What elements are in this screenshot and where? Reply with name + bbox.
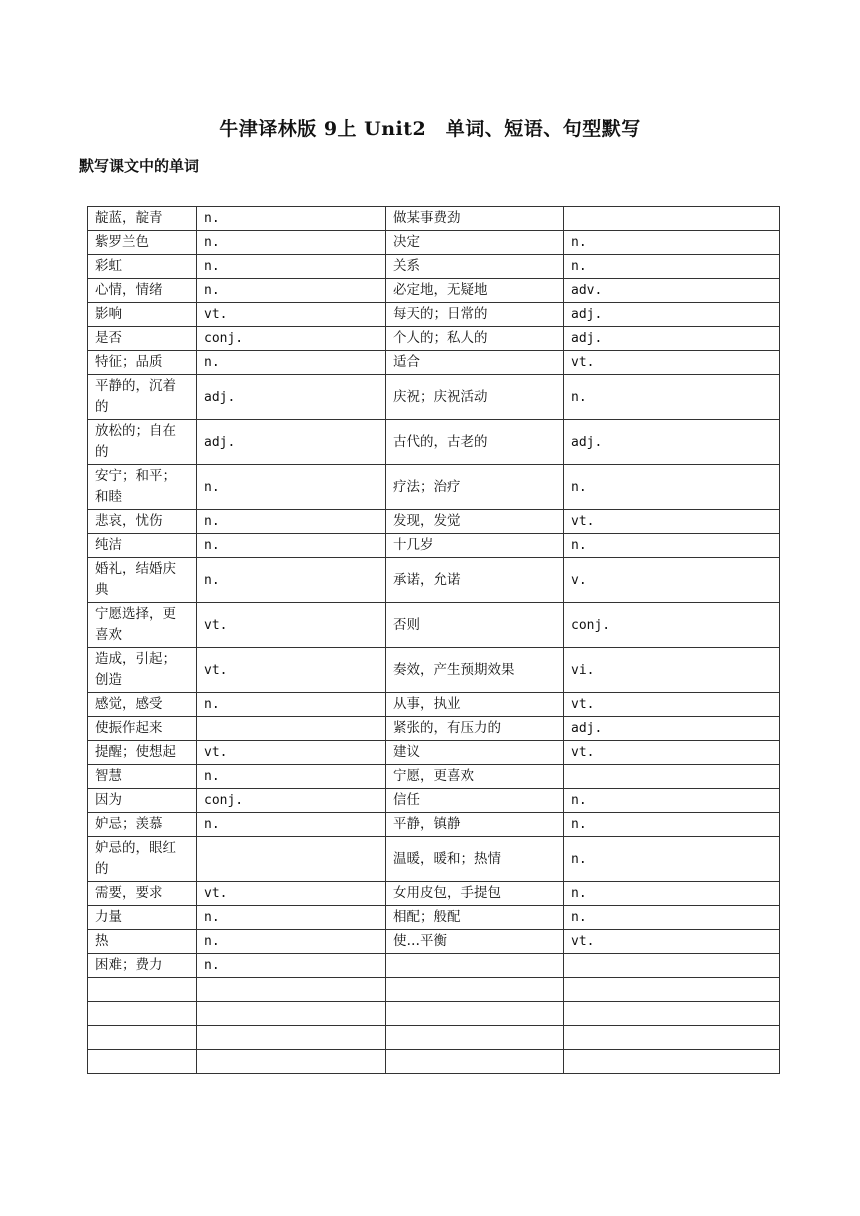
part-of-speech-cell: n. (197, 906, 386, 930)
table-row (88, 1050, 780, 1074)
part-of-speech-cell: conj. (197, 327, 386, 351)
part-of-speech-cell (564, 765, 780, 789)
part-of-speech-cell: n. (564, 789, 780, 813)
chinese-meaning-cell: 女用皮包，手提包 (386, 882, 564, 906)
part-of-speech-cell: vt. (197, 603, 386, 648)
table-row (88, 813, 780, 837)
part-of-speech-cell: n. (197, 813, 386, 837)
section-heading: 默写课文中的单词 (79, 157, 200, 175)
part-of-speech-cell (564, 1026, 780, 1050)
chinese-meaning-cell: 悲哀，忧伤 (88, 510, 197, 534)
table-row (88, 693, 780, 717)
chinese-meaning-cell: 奏效，产生预期效果 (386, 648, 564, 693)
chinese-meaning-cell: 困难；费力 (88, 954, 197, 978)
part-of-speech-cell: vt. (564, 351, 780, 375)
chinese-meaning-cell: 否则 (386, 603, 564, 648)
table-row (88, 954, 780, 978)
table-row (88, 327, 780, 351)
chinese-meaning-cell: 承诺，允诺 (386, 558, 564, 603)
chinese-meaning-cell (88, 1002, 197, 1026)
part-of-speech-cell: n. (197, 534, 386, 558)
part-of-speech-cell: n. (564, 813, 780, 837)
chinese-meaning-cell: 纯洁 (88, 534, 197, 558)
part-of-speech-cell: n. (564, 465, 780, 510)
table-row (88, 231, 780, 255)
chinese-meaning-cell: 需要，要求 (88, 882, 197, 906)
part-of-speech-cell: adj. (197, 420, 386, 465)
table-row (88, 603, 780, 648)
table-row (88, 930, 780, 954)
chinese-meaning-cell: 妒忌；羡慕 (88, 813, 197, 837)
part-of-speech-cell: n. (197, 231, 386, 255)
part-of-speech-cell: v. (564, 558, 780, 603)
chinese-meaning-cell: 感觉，感受 (88, 693, 197, 717)
part-of-speech-cell: adj. (564, 303, 780, 327)
document-title: 牛津译林版 9上 Unit2 单词、短语、句型默写 (219, 118, 641, 140)
part-of-speech-cell: n. (197, 465, 386, 510)
part-of-speech-cell: adj. (564, 420, 780, 465)
chinese-meaning-cell: 温暖，暖和；热情 (386, 837, 564, 882)
part-of-speech-cell: n. (564, 375, 780, 420)
chinese-meaning-cell: 做某事费劲 (386, 207, 564, 231)
table-row (88, 717, 780, 741)
part-of-speech-cell: adv. (564, 279, 780, 303)
table-row (88, 375, 780, 420)
chinese-meaning-cell: 相配；般配 (386, 906, 564, 930)
chinese-meaning-cell: 特征；品质 (88, 351, 197, 375)
chinese-meaning-cell: 使…平衡 (386, 930, 564, 954)
chinese-meaning-cell: 是否 (88, 327, 197, 351)
part-of-speech-cell: n. (197, 351, 386, 375)
chinese-meaning-cell: 宁愿选择，更喜欢 (88, 603, 197, 648)
part-of-speech-cell (564, 1002, 780, 1026)
chinese-meaning-cell: 必定地，无疑地 (386, 279, 564, 303)
chinese-meaning-cell (386, 1002, 564, 1026)
chinese-meaning-cell: 安宁；和平；和睦 (88, 465, 197, 510)
table-row (88, 882, 780, 906)
chinese-meaning-cell: 关系 (386, 255, 564, 279)
chinese-meaning-cell: 疗法；治疗 (386, 465, 564, 510)
chinese-meaning-cell: 建议 (386, 741, 564, 765)
chinese-meaning-cell: 提醒；使想起 (88, 741, 197, 765)
chinese-meaning-cell: 妒忌的，眼红的 (88, 837, 197, 882)
chinese-meaning-cell (386, 954, 564, 978)
chinese-meaning-cell: 信任 (386, 789, 564, 813)
part-of-speech-cell: n. (197, 207, 386, 231)
chinese-meaning-cell (386, 1026, 564, 1050)
part-of-speech-cell: adj. (564, 717, 780, 741)
table-row (88, 1026, 780, 1050)
table-row (88, 303, 780, 327)
part-of-speech-cell (197, 1026, 386, 1050)
part-of-speech-cell: n. (197, 930, 386, 954)
chinese-meaning-cell (386, 1050, 564, 1074)
part-of-speech-cell: n. (197, 765, 386, 789)
part-of-speech-cell: n. (564, 231, 780, 255)
part-of-speech-cell: vt. (197, 648, 386, 693)
part-of-speech-cell: n. (564, 882, 780, 906)
table-row (88, 1002, 780, 1026)
part-of-speech-cell: adj. (564, 327, 780, 351)
part-of-speech-cell: vt. (197, 882, 386, 906)
part-of-speech-cell: conj. (564, 603, 780, 648)
part-of-speech-cell (197, 837, 386, 882)
chinese-meaning-cell: 紧张的，有压力的 (386, 717, 564, 741)
chinese-meaning-cell: 庆祝；庆祝活动 (386, 375, 564, 420)
table-row (88, 207, 780, 231)
part-of-speech-cell: vt. (197, 303, 386, 327)
table-row (88, 978, 780, 1002)
chinese-meaning-cell: 适合 (386, 351, 564, 375)
chinese-meaning-cell: 因为 (88, 789, 197, 813)
part-of-speech-cell: n. (564, 255, 780, 279)
chinese-meaning-cell: 智慧 (88, 765, 197, 789)
chinese-meaning-cell: 每天的；日常的 (386, 303, 564, 327)
part-of-speech-cell (197, 1050, 386, 1074)
chinese-meaning-cell: 决定 (386, 231, 564, 255)
part-of-speech-cell: conj. (197, 789, 386, 813)
part-of-speech-cell: adj. (197, 375, 386, 420)
part-of-speech-cell: n. (564, 837, 780, 882)
part-of-speech-cell: vt. (564, 930, 780, 954)
vocabulary-table-body (88, 207, 780, 1074)
table-row (88, 255, 780, 279)
chinese-meaning-cell: 心情，情绪 (88, 279, 197, 303)
chinese-meaning-cell: 发现，发觉 (386, 510, 564, 534)
table-row (88, 765, 780, 789)
part-of-speech-cell: n. (197, 693, 386, 717)
chinese-meaning-cell: 彩虹 (88, 255, 197, 279)
part-of-speech-cell: vt. (564, 693, 780, 717)
chinese-meaning-cell: 古代的，古老的 (386, 420, 564, 465)
chinese-meaning-cell: 婚礼，结婚庆典 (88, 558, 197, 603)
chinese-meaning-cell: 个人的；私人的 (386, 327, 564, 351)
part-of-speech-cell (197, 978, 386, 1002)
part-of-speech-cell (564, 954, 780, 978)
part-of-speech-cell: vt. (197, 741, 386, 765)
part-of-speech-cell (564, 1050, 780, 1074)
chinese-meaning-cell: 平静的，沉着的 (88, 375, 197, 420)
chinese-meaning-cell: 十几岁 (386, 534, 564, 558)
part-of-speech-cell: vt. (564, 741, 780, 765)
table-row (88, 837, 780, 882)
chinese-meaning-cell: 造成，引起；创造 (88, 648, 197, 693)
part-of-speech-cell: n. (564, 906, 780, 930)
table-row (88, 741, 780, 765)
table-row (88, 648, 780, 693)
table-row (88, 789, 780, 813)
chinese-meaning-cell: 放松的；自在的 (88, 420, 197, 465)
chinese-meaning-cell: 从事，执业 (386, 693, 564, 717)
part-of-speech-cell: vi. (564, 648, 780, 693)
chinese-meaning-cell (386, 978, 564, 1002)
chinese-meaning-cell (88, 1050, 197, 1074)
chinese-meaning-cell: 平静，镇静 (386, 813, 564, 837)
table-row (88, 534, 780, 558)
chinese-meaning-cell: 热 (88, 930, 197, 954)
part-of-speech-cell: n. (197, 558, 386, 603)
part-of-speech-cell: n. (564, 534, 780, 558)
part-of-speech-cell (197, 1002, 386, 1026)
vocabulary-table (87, 206, 780, 1074)
part-of-speech-cell (564, 207, 780, 231)
table-row (88, 558, 780, 603)
part-of-speech-cell: n. (197, 510, 386, 534)
part-of-speech-cell: n. (197, 255, 386, 279)
chinese-meaning-cell: 影响 (88, 303, 197, 327)
part-of-speech-cell: n. (197, 954, 386, 978)
part-of-speech-cell (564, 978, 780, 1002)
part-of-speech-cell (197, 717, 386, 741)
chinese-meaning-cell (88, 978, 197, 1002)
chinese-meaning-cell: 紫罗兰色 (88, 231, 197, 255)
table-row (88, 465, 780, 510)
chinese-meaning-cell (88, 1026, 197, 1050)
part-of-speech-cell: vt. (564, 510, 780, 534)
table-row (88, 351, 780, 375)
table-row (88, 906, 780, 930)
table-row (88, 420, 780, 465)
chinese-meaning-cell: 宁愿，更喜欢 (386, 765, 564, 789)
chinese-meaning-cell: 力量 (88, 906, 197, 930)
chinese-meaning-cell: 使振作起来 (88, 717, 197, 741)
part-of-speech-cell: n. (197, 279, 386, 303)
chinese-meaning-cell: 靛蓝，靛青 (88, 207, 197, 231)
table-row (88, 279, 780, 303)
table-row (88, 510, 780, 534)
